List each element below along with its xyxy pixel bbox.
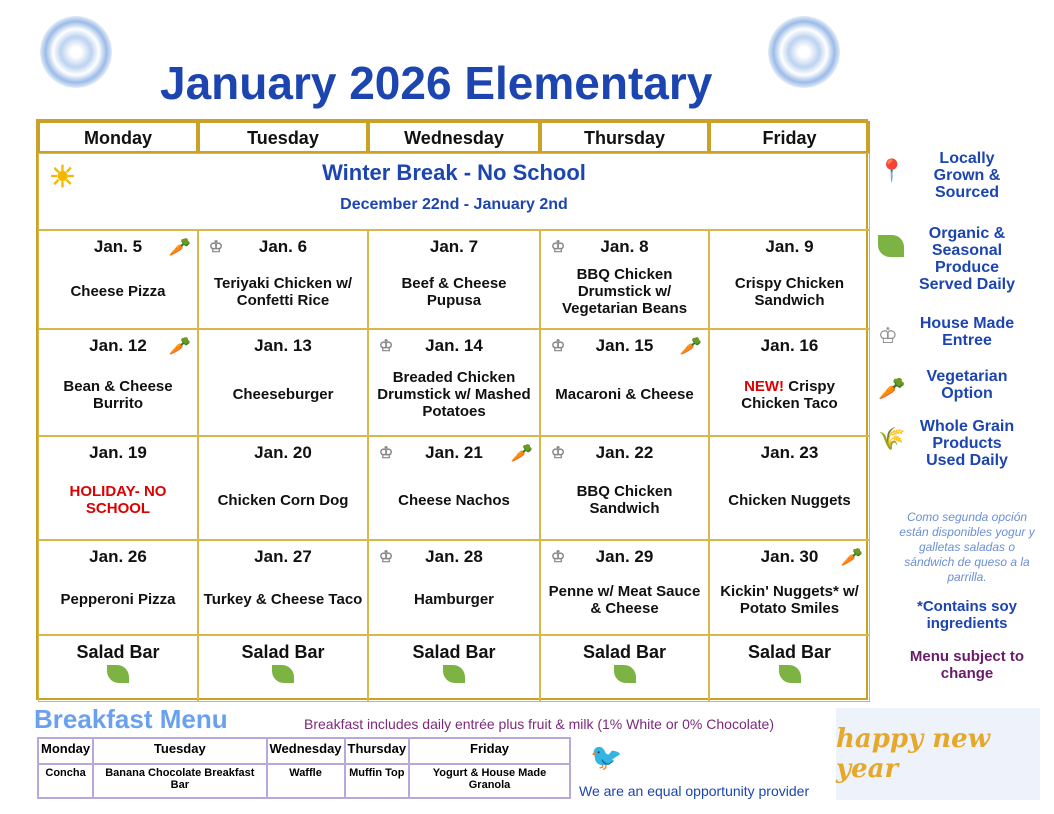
date-label: Jan. 9 [765, 237, 814, 256]
dish-name: Breaded Chicken Drumstick w/ Mashed Potatoes [377, 369, 531, 420]
salad-bar-label: Salad Bar [76, 642, 160, 662]
date-label: Jan. 14 [425, 336, 483, 355]
menu-item [203, 358, 363, 431]
date-label: Jan. 20 [254, 443, 312, 462]
salad-bar-cell [198, 635, 368, 702]
legend-label: Whole Grain Products Used Daily [919, 418, 1015, 469]
day-header: Friday [709, 121, 870, 153]
chef-hat-icon: ♔ [378, 549, 394, 566]
carrot-icon: 🥕 [679, 336, 702, 356]
carrot-icon: 🥕 [878, 376, 906, 401]
menu-item [714, 465, 865, 535]
dish-name: Beef & Cheese Pupusa [401, 274, 507, 309]
page-title: January 2026 Elementary [160, 57, 713, 109]
day-cell [540, 230, 709, 329]
breakfast-day-header: Friday [409, 738, 570, 764]
fireworks-image [768, 16, 840, 88]
chef-hat-icon: ♔ [550, 338, 566, 355]
day-cell [38, 436, 198, 540]
menu-item [373, 465, 535, 535]
date-label: Jan. 27 [254, 547, 312, 566]
day-cell [368, 436, 540, 540]
salad-bar-cell [38, 635, 198, 702]
dish-name: Pepperoni Pizza [60, 591, 176, 608]
dish-name: Kickin' Nuggets* w/ Potato Smiles [720, 582, 859, 617]
dish-name: Chicken Nuggets [728, 491, 851, 509]
dish-name: Hamburger [413, 591, 495, 608]
dish-name: Turkey & Cheese Taco [203, 591, 363, 608]
date-label: Jan. 23 [760, 443, 819, 462]
date-label: Jan. 21 [425, 443, 483, 462]
day-cell [38, 230, 198, 329]
day-cell [38, 540, 198, 635]
breakfast-item: Yogurt & House Made Granola [409, 764, 570, 798]
menu-item [545, 259, 704, 324]
change-note: Menu subject to change [909, 648, 1025, 682]
organic-leaf-icon [614, 665, 636, 683]
organic-leaf-icon [272, 665, 294, 683]
dish-name: BBQ Chicken Sandwich [576, 483, 673, 517]
new-badge: NEW! [744, 377, 785, 395]
dish-name: Cheese Pizza [70, 283, 166, 300]
menu-item [203, 259, 363, 324]
day-cell [540, 540, 709, 635]
happy-new-year-image: happy new year [836, 708, 1040, 800]
dish-name: Bean & Cheese Burrito [63, 377, 173, 412]
date-label: Jan. 7 [429, 237, 479, 256]
menu-item [43, 358, 193, 431]
salad-bar-label: Salad Bar [747, 642, 832, 662]
menu-item [203, 465, 363, 535]
date-label: Jan. 16 [760, 336, 819, 355]
wheat-icon: 🌾 [878, 426, 906, 451]
day-cell [198, 540, 368, 635]
salad-bar-cell [540, 635, 709, 702]
day-cell [368, 329, 540, 436]
dish-name: Penne w/ Meat Sauce & Cheese [548, 582, 701, 617]
menu-item [43, 465, 193, 535]
date-label: Jan. 13 [254, 336, 312, 355]
location-pin-icon: 📍 [878, 158, 906, 183]
day-cell [198, 329, 368, 436]
day-header: Wednesday [368, 121, 540, 153]
dish-name: HOLIDAY- NO SCHOOL [69, 483, 167, 517]
day-cell [198, 230, 368, 329]
menu-item [43, 569, 193, 630]
day-header: Thursday [540, 121, 709, 153]
menu-item [714, 358, 865, 431]
salad-bar-label: Salad Bar [412, 642, 496, 662]
salad-bar-label: Salad Bar [582, 642, 667, 662]
menu-item [203, 569, 363, 630]
menu-item [545, 465, 704, 535]
chef-hat-icon: ♔ [550, 239, 566, 256]
date-label: Jan. 15 [595, 336, 654, 355]
carrot-icon: 🥕 [168, 237, 191, 257]
dish-name: Cheeseburger [232, 386, 334, 403]
dish-name: Crispy Chicken Taco [741, 377, 838, 412]
legend-label: Vegetarian Option [926, 368, 1008, 402]
day-header: Monday [38, 121, 198, 153]
menu-item [373, 259, 535, 324]
legend-item [874, 418, 1054, 469]
legend-item [874, 368, 1054, 402]
good-day-cafe-logo: ☀ [49, 161, 76, 194]
equal-opportunity: We are an equal opportunity provider [579, 783, 810, 799]
chef-hat-icon: ♔ [550, 549, 566, 566]
breakfast-item: Muffin Top [345, 764, 410, 798]
menu-item [43, 259, 193, 324]
date-label: Jan. 8 [600, 237, 649, 256]
menu-item [373, 358, 535, 431]
day-cell [709, 540, 870, 635]
breakfast-item: Concha [38, 764, 93, 798]
day-header: Tuesday [198, 121, 368, 153]
breakfast-day-header: Thursday [345, 738, 410, 764]
day-cell [540, 329, 709, 436]
legend-item [874, 225, 1054, 293]
organic-leaf-icon [878, 233, 904, 257]
breakfast-item: Waffle [267, 764, 345, 798]
carrot-icon: 🥕 [510, 443, 533, 463]
fireworks-image [40, 16, 112, 88]
date-label: Jan. 19 [89, 443, 147, 462]
menu-item [714, 569, 865, 630]
breakfast-day-header: Monday [38, 738, 93, 764]
breakfast-table [37, 737, 571, 799]
chef-hat-icon: ♔ [550, 445, 566, 462]
organic-leaf-icon [779, 665, 801, 683]
breakfast-note: Breakfast includes daily entrée plus fruit & milk (1% White or 0% Chocolate) [304, 716, 774, 732]
dish-name: BBQ Chicken Drumstick w/ Vegetarian Beans [561, 266, 688, 317]
breakfast-day-header: Tuesday [93, 738, 266, 764]
winter-break-banner [38, 153, 870, 230]
day-cell [38, 329, 198, 436]
breakfast-item: Banana Chocolate Breakfast Bar [93, 764, 266, 798]
menu-item [545, 358, 704, 431]
day-cell [709, 436, 870, 540]
dish-name: Cheese Nachos [398, 491, 510, 509]
menu-item [714, 259, 865, 324]
day-cell [709, 329, 870, 436]
carrot-icon: 🥕 [168, 336, 191, 356]
date-label: Jan. 28 [425, 547, 483, 566]
bird-icon: 🐦 [590, 742, 623, 772]
dish-name: Chicken Corn Dog [217, 491, 349, 509]
date-label: Jan. 26 [89, 547, 147, 566]
legend-item [874, 315, 1054, 349]
dish-name: Crispy Chicken Sandwich [734, 274, 845, 309]
day-cell [368, 230, 540, 329]
spanish-note: Como segunda opción están disponibles yogur y galletas saladas o sándwich de queso a la parrilla. [899, 510, 1035, 584]
menu-item [373, 569, 535, 630]
carrot-icon: 🥕 [840, 547, 863, 567]
dish-name: Macaroni & Cheese [555, 386, 694, 403]
chef-hat-icon: ♔ [878, 323, 898, 348]
winter-break-title: Winter Break - No School [322, 160, 586, 185]
salad-bar-label: Salad Bar [241, 642, 325, 662]
soy-note: *Contains soy ingredients [916, 598, 1018, 632]
legend-label: Organic & Seasonal Produce Served Daily [918, 225, 1016, 293]
breakfast-day-header: Wednesday [267, 738, 345, 764]
chef-hat-icon: ♔ [378, 338, 394, 355]
salad-bar-cell [709, 635, 870, 702]
date-label: Jan. 5 [93, 237, 143, 256]
date-label: Jan. 12 [89, 336, 147, 355]
lunch-calendar [36, 119, 868, 700]
winter-break-dates: December 22nd - January 2nd [340, 196, 568, 213]
menu-item [545, 569, 704, 630]
organic-leaf-icon [443, 665, 465, 683]
chef-hat-icon: ♔ [378, 445, 394, 462]
day-cell [368, 540, 540, 635]
day-cell [540, 436, 709, 540]
day-cell [709, 230, 870, 329]
salad-bar-cell [368, 635, 540, 702]
date-label: Jan. 30 [760, 547, 819, 566]
legend-item [874, 150, 1054, 201]
day-cell [198, 436, 368, 540]
date-label: Jan. 6 [258, 237, 308, 256]
chef-hat-icon: ♔ [208, 239, 224, 256]
dish-name: Teriyaki Chicken w/ Confetti Rice [213, 274, 353, 309]
legend-label: House Made Entree [919, 315, 1015, 349]
date-label: Jan. 22 [595, 443, 654, 462]
organic-leaf-icon [107, 665, 129, 683]
date-label: Jan. 29 [595, 547, 654, 566]
legend-label: Locally Grown & Sourced [933, 150, 1001, 201]
breakfast-title: Breakfast Menu [34, 704, 228, 734]
